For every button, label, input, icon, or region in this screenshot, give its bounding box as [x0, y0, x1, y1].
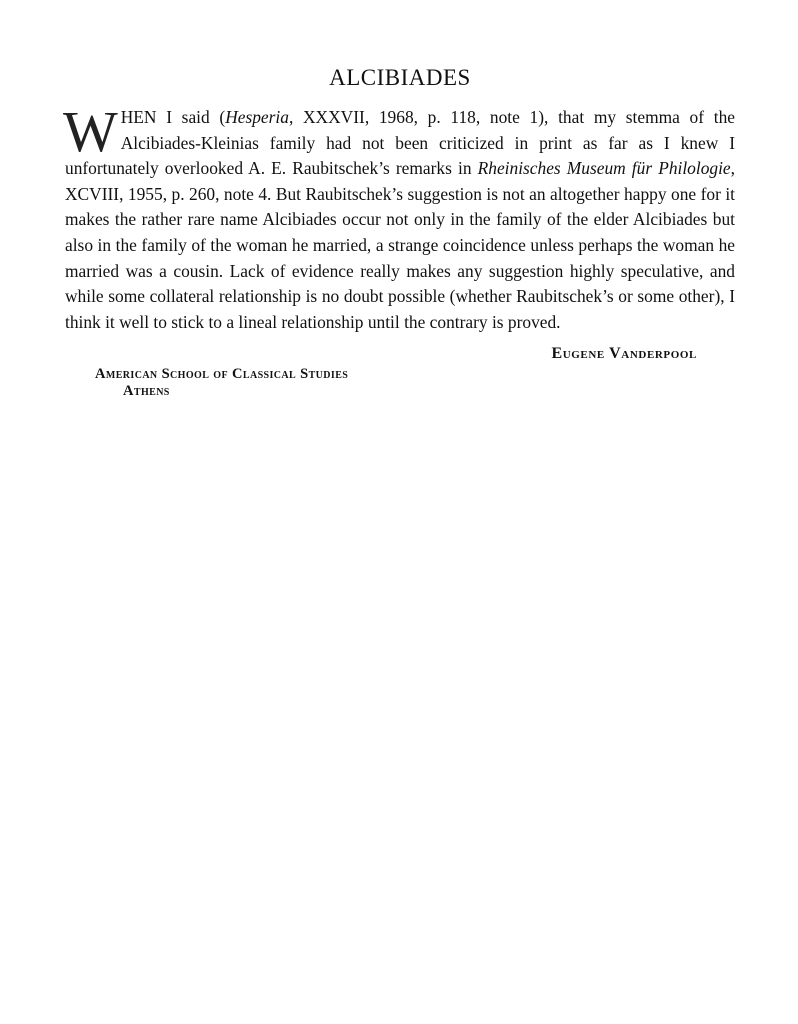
journal-title-rhm: Rheinisches Museum für Philologie	[477, 158, 731, 179]
article	[65, 62, 735, 400]
article-title: ALCIBIADES	[329, 65, 471, 90]
author-signature: Eugene Vanderpool	[551, 345, 697, 363]
drop-cap: W	[63, 99, 118, 164]
body-segment: , XCVIII, 1955, p. 260, note 4. But Raubitschek’s suggestion is not an altogether happy one for it makes the rather rare name Alcibiades occur not only in the family of the elder Alcibiades but also in the family of the woman he married, a strange coincidence unless perhaps the woman he married was a cousin. Lack of evidence really makes any suggestion highly speculative, and while some collateral relationship is no doubt possible (whether Raubitschek’s or some other), I think it well to stick to a lineal relationship until the contrary is proved.	[65, 158, 736, 332]
body-segment: I said (	[156, 107, 226, 127]
article-body	[63, 99, 736, 335]
body-segment: , XXXVII, 1968, p. 118, note 1), that my stemma of the Alcibiades-Kleinias family had not been criticized in print as far as I knew I unfortunately overlooked A. E. Raubitschek’s remarks in	[65, 107, 735, 179]
affiliation-city: Athens	[123, 383, 170, 400]
affiliation-institution: American School of Classical Studies	[95, 366, 349, 383]
author-affiliation	[65, 366, 735, 400]
journal-title-hesperia: Hesperia	[225, 107, 289, 127]
lead-smallcaps: HEN	[120, 107, 157, 127]
